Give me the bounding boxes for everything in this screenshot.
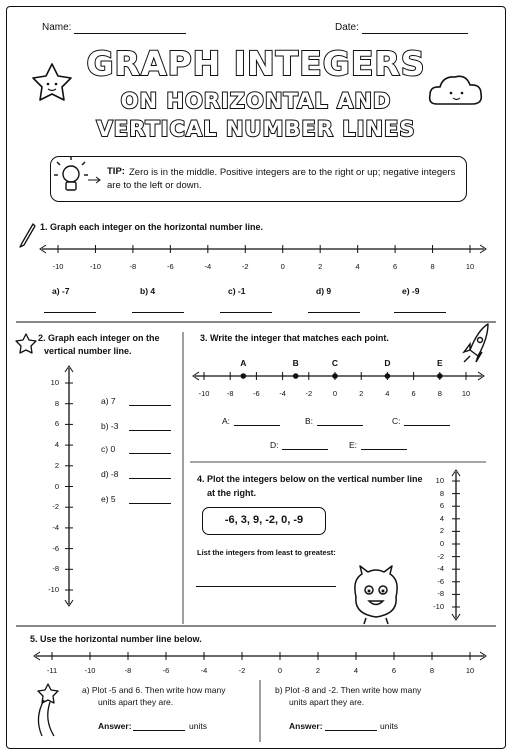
title-line-2: ON HORIZONTAL AND (120, 89, 392, 113)
q1-item: c) -1 (228, 286, 246, 296)
q4-order-prompt: List the integers from least to greatest: (197, 548, 336, 557)
q4-tick-label: 2 (439, 526, 444, 536)
q3-point-dot (293, 373, 299, 379)
q3-tick-label: 0 (332, 389, 338, 398)
q4-tick-label: 8 (439, 488, 444, 498)
q3-tick-label: -6 (253, 389, 260, 398)
q5-tick-label: 4 (353, 666, 359, 675)
q5a-line-2: units apart they are. (98, 697, 174, 707)
date-label: Date: (335, 22, 359, 33)
q5b-answer-label: Answer: (289, 721, 323, 731)
q5-tick-label: 0 (277, 666, 283, 675)
q2-tick-label: 10 (50, 378, 59, 387)
tick-marks (52, 245, 470, 660)
q3-point-dot (385, 373, 391, 379)
q5b-units-label: units (380, 721, 398, 731)
q3-point-label: C (331, 358, 339, 368)
q5-tick-label: -6 (162, 666, 170, 675)
q1-item: b) 4 (140, 286, 156, 296)
q2-item: d) -8 (101, 469, 119, 479)
q3-tick-label: 4 (385, 389, 390, 398)
q5a-answer-label: Answer: (98, 721, 132, 731)
q1-tick-label: 4 (355, 262, 360, 271)
q3-tick-label: 2 (359, 389, 364, 398)
q4-tick-label: 6 (439, 501, 444, 511)
q3-blank-label: B: (305, 416, 314, 426)
q3-point-dot (241, 373, 247, 379)
q4-title-line-1: 4. Plot the integers below on the vertical number line (197, 474, 423, 484)
q2-item: c) 0 (101, 444, 116, 454)
q1-tick-label: -10 (52, 262, 64, 271)
tip-text: Zero is in the middle. Positive integers are to the right or up; negative integers are to the left or down. (107, 167, 456, 191)
q2-item: b) -3 (101, 421, 119, 431)
q1-tick-label: -8 (129, 262, 137, 271)
q3-point-label: B (292, 358, 299, 368)
q5a-line-1: a) Plot -5 and 6. Then write how many (82, 685, 226, 695)
q2-tick-label: -10 (48, 585, 59, 594)
q3-point-label: E (436, 358, 443, 368)
monster-icon (355, 566, 397, 624)
q5-tick-label: -8 (124, 666, 132, 675)
q5-tick-label: -4 (200, 666, 208, 675)
shooting-star-icon (38, 684, 58, 736)
q1-item: e) -9 (402, 286, 420, 296)
small-star-icon (16, 334, 36, 353)
q3-tick-label: 8 (437, 389, 442, 398)
q2-item: a) 7 (101, 396, 116, 406)
q3-point-label: D (384, 358, 391, 368)
q5-tick-label: 10 (465, 666, 475, 675)
q5-title: 5. Use the horizontal number line below. (30, 634, 202, 644)
q2-title-line-1: 2. Graph each integer on the (38, 333, 160, 343)
q1-tick-label: 0 (280, 262, 285, 271)
rocket-icon (464, 324, 488, 362)
cloud-icon (430, 76, 482, 104)
q5-tick-label: 6 (391, 666, 397, 675)
name-label: Name: (42, 22, 72, 33)
q1-item: a) -7 (52, 286, 70, 296)
q3-blank-label: D: (270, 440, 279, 450)
q5-tick-label: -2 (238, 666, 246, 675)
q2-tick-label: 4 (54, 440, 59, 450)
q3-title: 3. Write the integer that matches each point. (200, 333, 389, 343)
q2-item: e) 5 (101, 494, 116, 504)
q3-tick-label: 6 (411, 389, 416, 398)
q2-tick-label: 0 (54, 481, 59, 491)
q1-tick-label: -2 (241, 262, 249, 271)
q3-point-dot (332, 373, 338, 379)
q3-blank-label: E: (349, 440, 358, 450)
q2-tick-label: -8 (52, 564, 59, 574)
q4-tick-label: -2 (437, 551, 444, 561)
q1-tick-label: 6 (392, 262, 398, 271)
pencil-icon (20, 224, 35, 247)
q5-tick-label: -11 (46, 666, 58, 675)
q5-tick-label: 2 (315, 666, 321, 675)
q3-tick-label: -10 (198, 389, 210, 398)
q5-tick-label: 8 (429, 666, 435, 675)
q2-tick-label: 6 (54, 419, 59, 429)
title-line-1: GRAPH INTEGERS (86, 44, 426, 83)
q5b-line-1: b) Plot -8 and -2. Then write how many (275, 685, 422, 695)
q3-blank-label: A: (222, 416, 231, 426)
q4-numbers-box: -6, 3, 9, -2, 0, -9 (202, 507, 326, 535)
q3-tick-label: -8 (226, 389, 234, 398)
q2-title-line-2: vertical number line. (44, 346, 132, 356)
q5b-line-2: units apart they are. (289, 697, 365, 707)
q2-tick-label: -2 (52, 502, 59, 512)
q4-title-line-2: at the right. (207, 488, 256, 498)
lightbulb-icon (54, 156, 100, 190)
q3-tick-label: 10 (461, 389, 471, 398)
tip-label: TIP: (107, 166, 125, 177)
q3-point-label: A (240, 358, 247, 368)
star-icon (33, 64, 71, 100)
q1-tick-label: 2 (318, 262, 323, 271)
q5a-units-label: units (189, 721, 207, 731)
q4-tick-label: -6 (437, 576, 444, 586)
q1-title: 1. Graph each integer on the horizontal number line. (40, 222, 264, 232)
q1-tick-label: 8 (430, 262, 435, 271)
q1-item: d) 9 (316, 286, 332, 296)
q3-blank-label: C: (392, 416, 401, 426)
q2-tick-label: -4 (52, 522, 59, 532)
q3-point-dot (437, 373, 443, 379)
title-line-3: VERTICAL NUMBER LINES (96, 117, 416, 141)
q5-tick-label: -10 (84, 666, 96, 675)
q1-tick-label: -4 (204, 262, 212, 271)
q2-tick-label: -6 (52, 543, 59, 553)
q4-tick-label: 0 (439, 539, 444, 548)
q4-tick-label: 10 (435, 476, 444, 485)
q3-tick-label: -4 (279, 389, 286, 398)
q1-tick-label: -6 (167, 262, 174, 271)
q4-tick-label: -10 (433, 602, 444, 611)
q4-tick-label: -4 (437, 564, 444, 574)
q1-tick-label: 10 (465, 262, 475, 271)
q1-tick-label: -10 (90, 262, 101, 271)
q3-tick-label: -2 (305, 389, 313, 398)
q4-tick-label: 4 (439, 513, 444, 523)
q2-tick-label: 8 (54, 398, 59, 408)
q2-tick-label: 2 (54, 460, 59, 470)
q4-tick-label: -8 (437, 589, 444, 599)
